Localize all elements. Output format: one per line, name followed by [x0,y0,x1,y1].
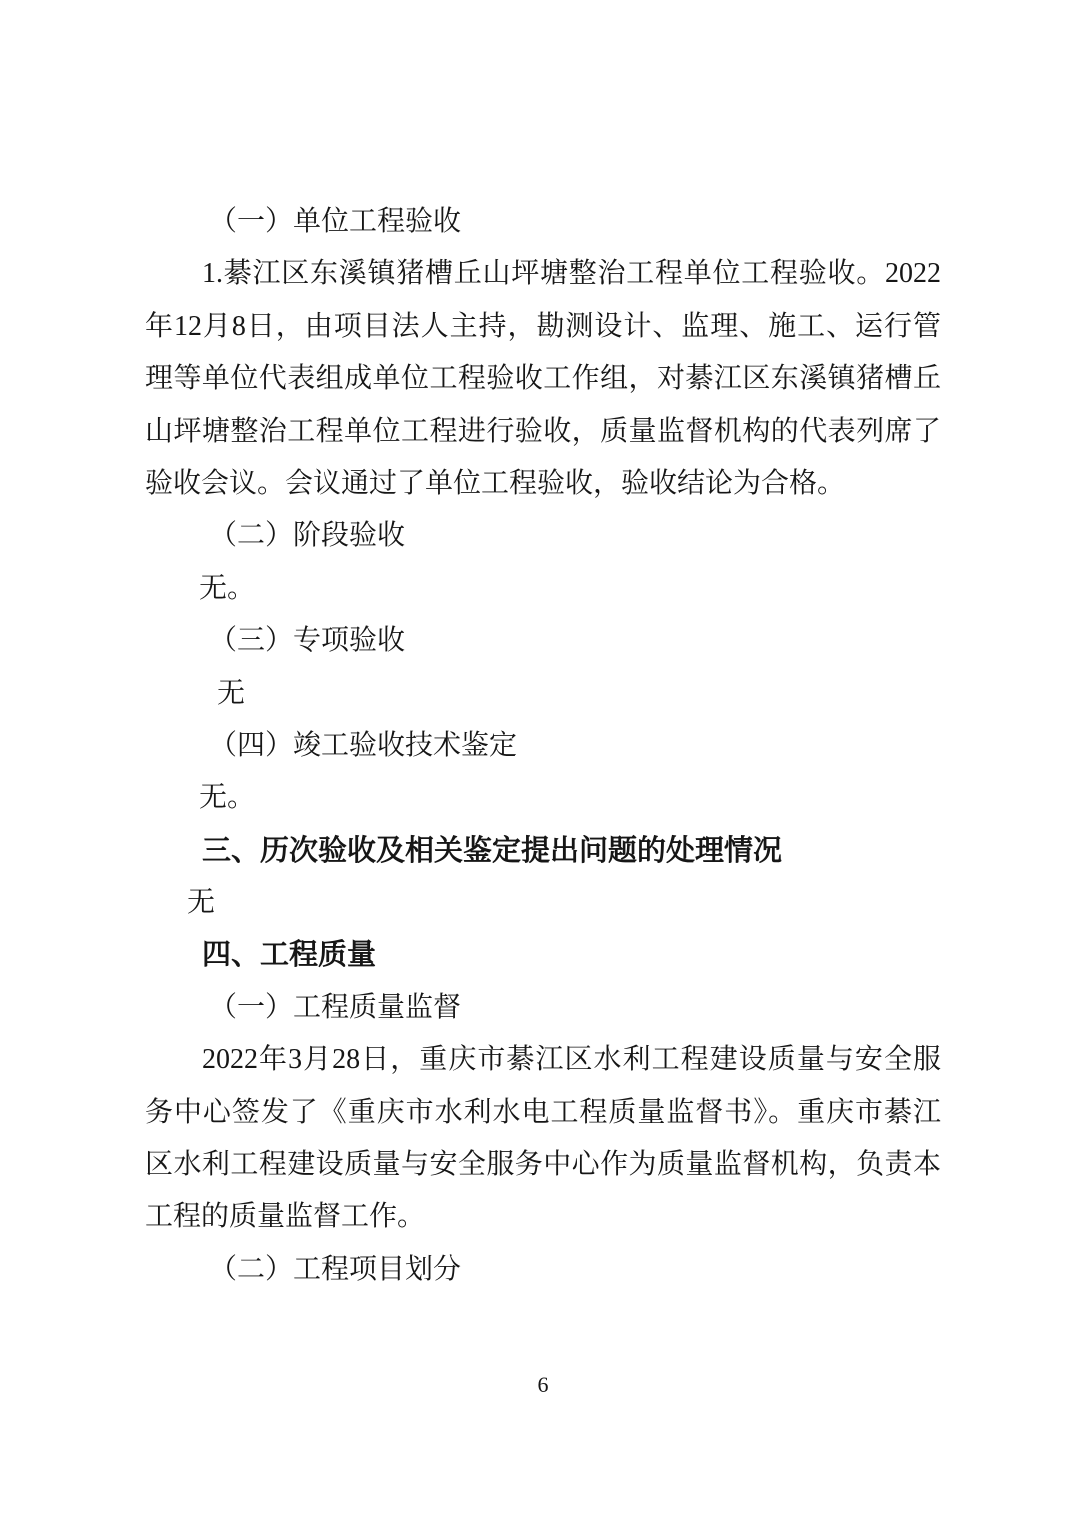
heading-unit-project-acceptance: （一）单位工程验收 [209,206,462,237]
document-body [145,196,941,1296]
para-unit-acceptance-line-4: 山坪塘整治工程单位工程进行验收，质量监督机构的代表列席了 [145,415,941,447]
text-none-special-acceptance: 无 [217,677,246,709]
heading-section3-issue-handling: 三、历次验收及相关鉴定提出问题的处理情况 [202,834,783,867]
text-none-section3: 无 [187,887,216,919]
heading-special-acceptance: （三）专项验收 [209,625,406,657]
page-number: 6 [537,1372,549,1397]
para-quality-supervision-line-1: 2022年3月28日，重庆市綦江区水利工程建设质量与安全服 [202,1044,941,1076]
text-none-stage-acceptance: 无。 [199,572,256,604]
para-quality-supervision-line-3: 区水利工程建设质量与安全服务中心作为质量监督机构，负责本 [145,1149,941,1181]
para-quality-supervision-line-4: 工程的质量监督工作。 [145,1201,426,1233]
para-unit-acceptance-line-5: 验收会议。会议通过了单位工程验收，验收结论为合格。 [145,467,846,499]
heading-section4-project-quality: 四、工程质量 [202,939,377,972]
heading-stage-acceptance: （二）阶段验收 [209,520,406,552]
para-unit-acceptance-line-1: 1.綦江区东溪镇猪槽丘山坪塘整治工程单位工程验收。2022 [202,258,941,290]
heading-project-division: （二）工程项目划分 [209,1253,462,1285]
heading-quality-supervision: （一）工程质量监督 [209,991,462,1023]
text-none-technical-appraisal: 无。 [199,782,256,814]
heading-completion-technical-appraisal: （四）竣工验收技术鉴定 [209,729,518,761]
para-unit-acceptance-line-2: 年12月8日，由项目法人主持，勘测设计、监理、施工、运行管 [145,310,941,342]
para-unit-acceptance-line-3: 理等单位代表组成单位工程验收工作组，对綦江区东溪镇猪槽丘 [145,363,941,395]
para-quality-supervision-line-2: 务中心签发了《重庆市水利水电工程质量监督书》。重庆市綦江 [145,1096,941,1128]
